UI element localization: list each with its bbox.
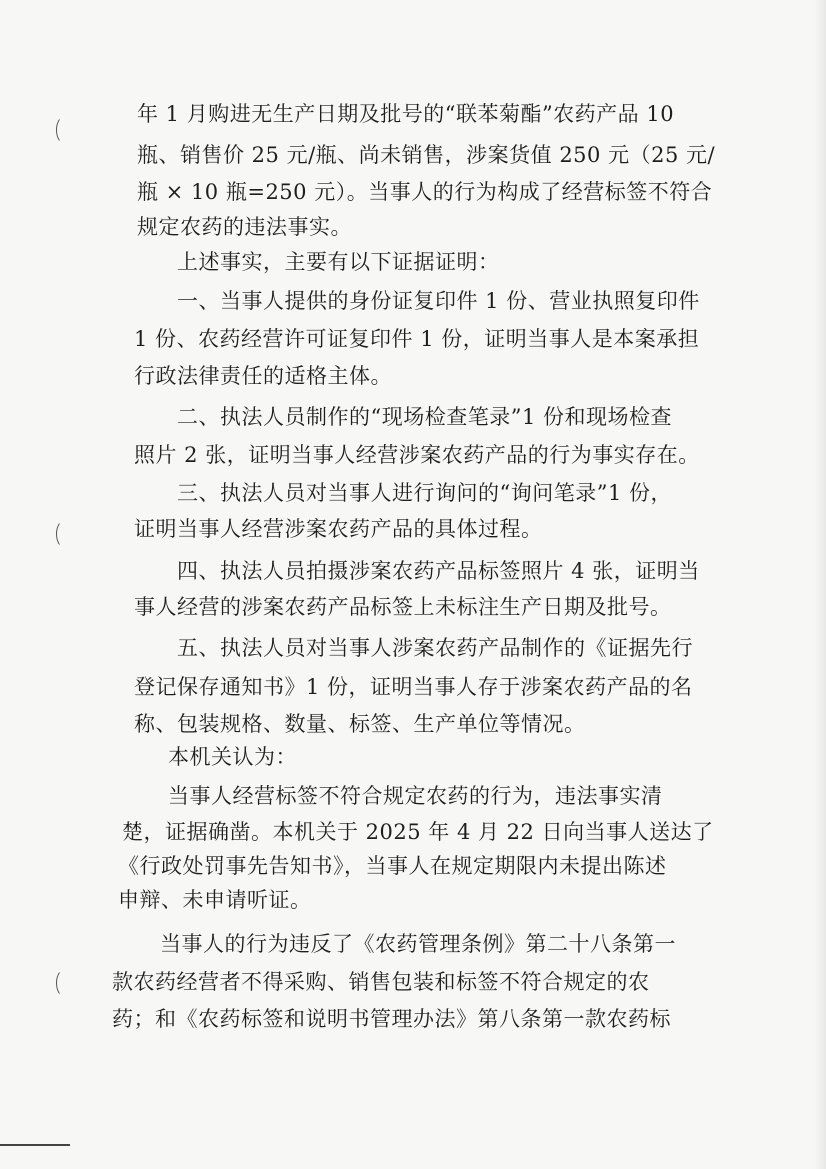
text-line-1: 年 1 月购进无生产日期及批号的“联苯菊酯”农药产品 10 bbox=[137, 102, 675, 126]
evidence-item-2-line-1: 二、执法人员制作的“现场检查笔录”1 份和现场检查 bbox=[177, 405, 673, 429]
evidence-item-1-line-1: 一、当事人提供的身份证复印件 1 份、营业执照复印件 bbox=[177, 289, 700, 313]
evidence-item-4-line-2: 事人经营的涉案农药产品标签上未标注生产日期及批号。 bbox=[134, 595, 672, 619]
bottom-edge-rule bbox=[0, 1144, 70, 1146]
evidence-item-1-line-2: 1 份、农药经营许可证复印件 1 份，证明当事人是本案承担 bbox=[134, 327, 700, 351]
opinion-line-3: 《行政处罚事先告知书》，当事人在规定期限内未提出陈述 bbox=[118, 854, 667, 878]
binding-hole-mark-bottom bbox=[56, 969, 73, 997]
binding-hole-mark-middle bbox=[56, 520, 73, 548]
evidence-item-5-line-3: 称、包装规格、数量、标签、生产单位等情况。 bbox=[134, 712, 586, 736]
violation-line-1: 当事人的行为违反了《农药管理条例》第二十八条第一 bbox=[160, 932, 676, 956]
scan-edge-shadow bbox=[814, 0, 826, 1169]
binding-hole-mark-top bbox=[56, 116, 73, 144]
opinion-line-1: 当事人经营标签不符合规定农药的行为，违法事实清 bbox=[168, 784, 663, 808]
violation-line-3: 药；和《农药标签和说明书管理办法》第八条第一款农药标 bbox=[112, 1007, 671, 1031]
evidence-item-5-line-2: 登记保存通知书》1 份，证明当事人存于涉案农药产品的名 bbox=[134, 675, 693, 699]
evidence-item-2-line-2: 照片 2 张，证明当事人经营涉案农药产品的行为事实存在。 bbox=[134, 443, 700, 467]
evidence-item-3-line-2: 证明当事人经营涉案农药产品的具体过程。 bbox=[134, 517, 543, 541]
evidence-intro: 上述事实，主要有以下证据证明： bbox=[177, 250, 500, 274]
opinion-line-4: 申辩、未申请听证。 bbox=[118, 888, 312, 912]
text-line-3: 瓶 × 10 瓶=250 元）。当事人的行为构成了经营标签不符合 bbox=[137, 180, 713, 204]
evidence-item-5-line-1: 五、执法人员对当事人涉案农药产品制作的《证据先行 bbox=[177, 636, 693, 660]
evidence-item-3-line-1: 三、执法人员对当事人进行询问的“询问笔录”1 份， bbox=[177, 481, 673, 505]
evidence-item-1-line-3: 行政法律责任的适格主体。 bbox=[134, 364, 392, 388]
evidence-item-4-line-1: 四、执法人员拍摄涉案农药产品标签照片 4 张，证明当 bbox=[177, 559, 700, 583]
violation-line-2: 款农药经营者不得采购、销售包装和标签不符合规定的农 bbox=[112, 970, 650, 994]
opinion-line-2: 楚，证据确凿。本机关于 2025 年 4 月 22 日向当事人送达了 bbox=[122, 820, 714, 844]
text-line-4: 规定农药的违法事实。 bbox=[137, 215, 352, 239]
agency-opinion-heading: 本机关认为： bbox=[168, 745, 297, 769]
text-line-2: 瓶、销售价 25 元/瓶、尚未销售，涉案货值 250 元（25 元/ bbox=[137, 143, 716, 167]
